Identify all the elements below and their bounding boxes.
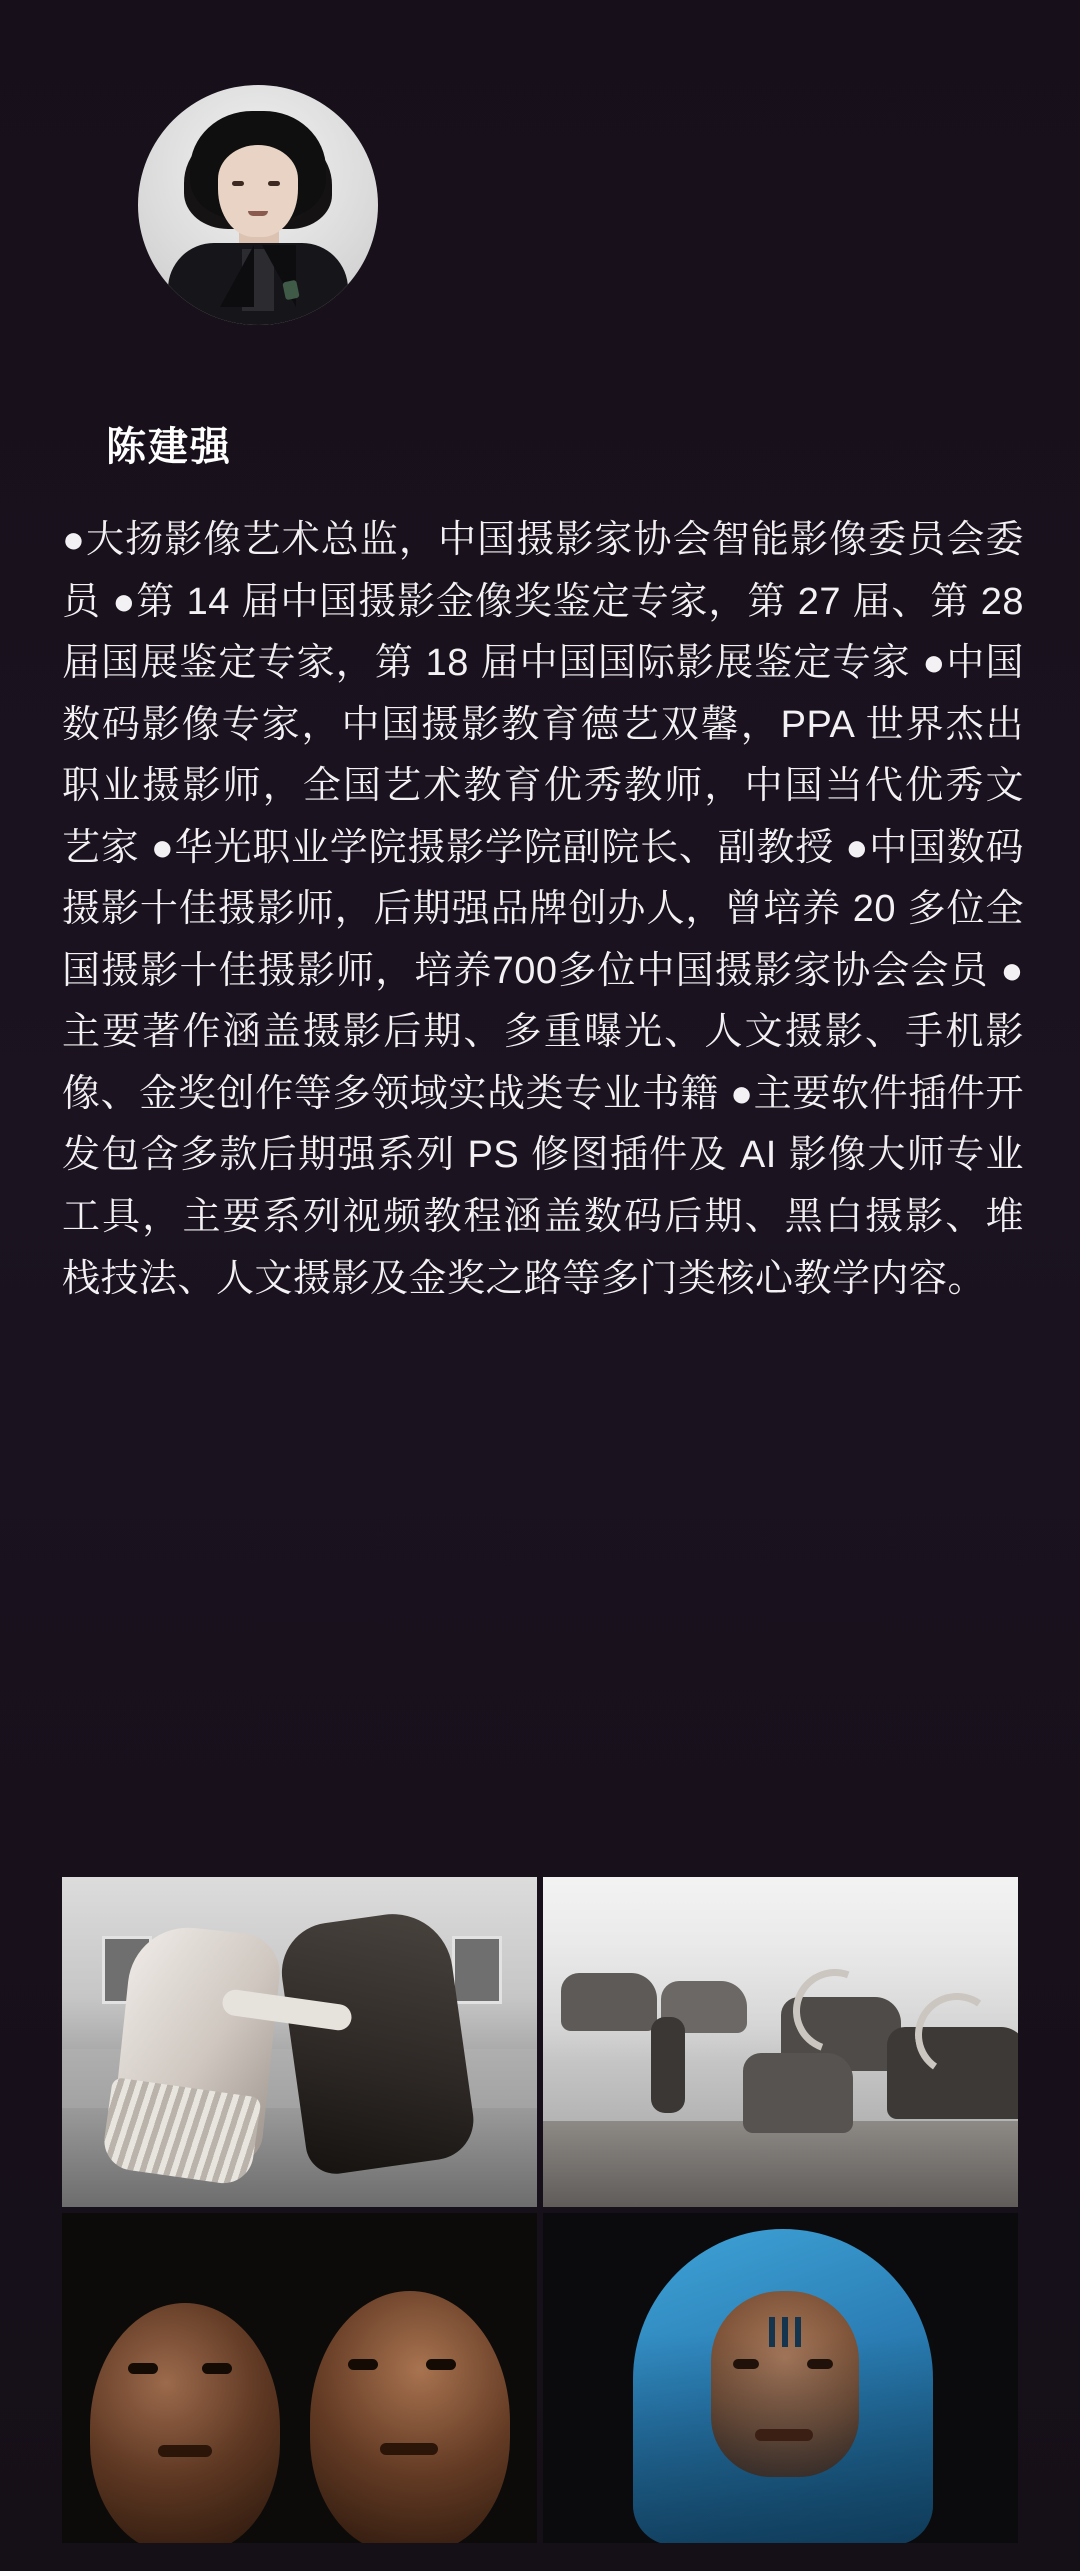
photo-eye [202,2363,232,2374]
photo-eye [807,2359,833,2369]
photo-gallery [62,1877,1018,2543]
avatar-image [138,85,378,325]
photo-forehead-mark [769,2317,801,2347]
avatar [138,85,378,325]
profile-bio [62,510,1024,1310]
photo-cow [561,1973,657,2031]
portrait-mouth [248,211,268,216]
photo-cow [743,2053,853,2133]
gallery-photo-blue-veil[interactable] [543,2213,1018,2543]
photo-mouth [158,2445,212,2457]
photo-eye [128,2363,158,2374]
photo-mouth [380,2443,438,2455]
portrait-eye-right [268,181,280,186]
photo-mouth [755,2429,813,2441]
photo-eye [426,2359,456,2370]
gallery-photo-cattle[interactable] [543,1877,1018,2207]
photo-head-right [310,2291,510,2543]
photo-window [452,1936,502,2004]
gallery-photo-portraits[interactable] [62,2213,537,2543]
profile-name: 陈建强 [106,425,232,469]
portrait-face [218,145,298,237]
photo-ground [543,2121,1018,2207]
portrait-eye-left [232,181,244,186]
portrait-collar-left [220,245,254,307]
photo-eye [348,2359,378,2370]
gallery-photo-wrestlers[interactable] [62,1877,537,2207]
photo-head-left [90,2303,280,2543]
profile-bio-text: ●大扬影像艺术总监，中国摄影家协会智能影像委员会委员 ●第 14 届中国摄影金像奖鉴定专家，第 27 届、第 28 届国展鉴定专家，第 18 届中国国际影展鉴定专家 ●中国数码影像专家，中国摄影教育德艺双馨，PPA 世界杰出职业摄影师，全国艺术教育优秀教师，中国当代优秀文艺家 ●华光职业学院摄影学院副院长、副教授 ●中国数码摄影十佳摄影师，后期强品牌创办人，曾培养 20 多位全国摄影十佳摄影师，培养700多位中国摄影家协会会员 ●主要著作涵盖摄影后期、多重曝光、人文摄影、手机影像、金奖创作等多领域实战类专业书籍 ●主要软件插件开发包含多款后期强系列 PS 修图插件及 AI 影像大师专业工具，主要系列视频教程涵盖数码后期、黑白摄影、堆栈技法、人文摄影及金奖之路等多门类核心教学内容。 [62,519,1024,1300]
photo-child [651,2017,685,2113]
photo-eye [733,2359,759,2369]
